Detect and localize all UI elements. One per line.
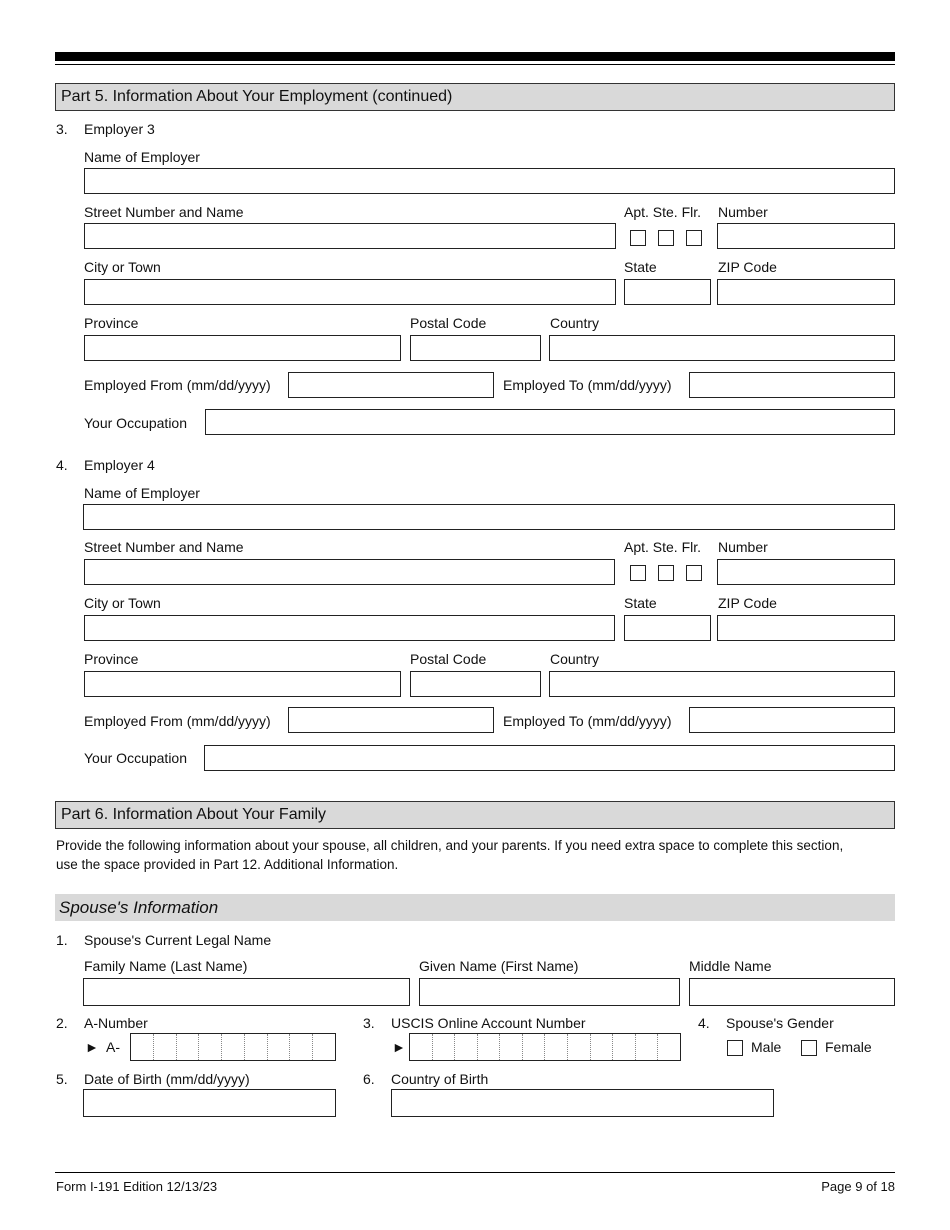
employer4-ste-checkbox[interactable] xyxy=(658,565,674,581)
q1-label: Spouse's Current Legal Name xyxy=(84,932,272,948)
employer3-province-label: Province xyxy=(84,315,139,331)
employer4-from-label: Employed From (mm/dd/yyyy) xyxy=(84,713,271,729)
middle-name-label: Middle Name xyxy=(689,958,772,974)
employer4-postal-label: Postal Code xyxy=(410,651,487,667)
employer4-state-label: State xyxy=(624,595,657,611)
a-number-prefix: A- xyxy=(106,1039,120,1055)
family-name-label: Family Name (Last Name) xyxy=(84,958,248,974)
middle-name-field[interactable] xyxy=(689,978,895,1006)
employer3-apt-label: Apt. Ste. Flr. xyxy=(624,204,702,220)
employer4-zip-label: ZIP Code xyxy=(718,595,777,611)
q2-label: A-Number xyxy=(84,1015,148,1031)
employer3-from-label: Employed From (mm/dd/yyyy) xyxy=(84,377,271,393)
q5-number: 5. xyxy=(56,1071,68,1087)
employer3-country-field[interactable] xyxy=(549,335,895,361)
date-of-birth-field[interactable] xyxy=(83,1089,336,1117)
employer3-name-label: Name of Employer xyxy=(84,149,200,165)
employer4-name-label: Name of Employer xyxy=(84,485,200,501)
part5-header: Part 5. Information About Your Employment (continued) xyxy=(55,83,895,111)
a-number-field[interactable] xyxy=(130,1033,336,1061)
employer4-apt-label: Apt. Ste. Flr. xyxy=(624,539,702,555)
employer4-number-field[interactable] xyxy=(717,559,895,585)
part6-intro-ref: Part 12. Additional Information xyxy=(213,857,395,872)
female-label: Female xyxy=(825,1039,872,1055)
employer3-zip-label: ZIP Code xyxy=(718,259,777,275)
top-thick-rule xyxy=(55,52,895,61)
q5-label: Date of Birth (mm/dd/yyyy) xyxy=(84,1071,250,1087)
footer-form-edition: Form I-191 Edition 12/13/23 xyxy=(56,1179,218,1194)
employer3-number-field[interactable] xyxy=(717,223,895,249)
employer4-flr-checkbox[interactable] xyxy=(686,565,702,581)
employer3-name-field[interactable] xyxy=(84,168,895,194)
q6-number: 6. xyxy=(363,1071,375,1087)
employer3-city-label: City or Town xyxy=(84,259,161,275)
part6-intro-line1: Provide the following information about your spouse, all children, and your parents. If you need extra space to complete this section, xyxy=(56,838,844,853)
employer3-apt-checkbox[interactable] xyxy=(630,230,646,246)
employer3-street-field[interactable] xyxy=(84,223,616,249)
employer3-state-label: State xyxy=(624,259,657,275)
q1-number: 1. xyxy=(56,932,68,948)
employer4-postal-field[interactable] xyxy=(410,671,541,697)
employer4-zip-field[interactable] xyxy=(717,615,895,641)
employer3-street-label: Street Number and Name xyxy=(84,204,244,220)
employer4-street-field[interactable] xyxy=(84,559,615,585)
employer4-province-label: Province xyxy=(84,651,139,667)
footer-rule xyxy=(55,1172,895,1173)
q4-label: Spouse's Gender xyxy=(726,1015,834,1031)
employer3-ste-checkbox[interactable] xyxy=(658,230,674,246)
employer4-occupation-field[interactable] xyxy=(204,745,895,771)
employer4-apt-checkbox[interactable] xyxy=(630,565,646,581)
employer4-city-label: City or Town xyxy=(84,595,161,611)
part6-header: Part 6. Information About Your Family xyxy=(55,801,895,829)
employer4-street-label: Street Number and Name xyxy=(84,539,244,555)
employer3-to-field[interactable] xyxy=(689,372,895,398)
male-label: Male xyxy=(751,1039,782,1055)
employer3-heading: Employer 3 xyxy=(84,121,155,137)
q2-number: 2. xyxy=(56,1015,68,1031)
employer4-country-label: Country xyxy=(550,651,600,667)
top-thin-rule xyxy=(55,64,895,65)
employer3-from-field[interactable] xyxy=(288,372,494,398)
employer3-number: 3. xyxy=(56,121,68,137)
family-name-field[interactable] xyxy=(83,978,410,1006)
employer3-city-field[interactable] xyxy=(84,279,616,305)
employer4-number-label: Number xyxy=(718,539,768,555)
q3-label: USCIS Online Account Number xyxy=(391,1015,586,1031)
part6-intro-prefix: use the space provided in xyxy=(56,857,214,872)
q4-number: 4. xyxy=(698,1015,710,1031)
employer4-city-field[interactable] xyxy=(84,615,615,641)
country-of-birth-field[interactable] xyxy=(391,1089,774,1117)
given-name-field[interactable] xyxy=(419,978,680,1006)
employer4-number: 4. xyxy=(56,457,68,473)
spouse-section-header: Spouse's Information xyxy=(55,894,895,921)
employer4-state-field[interactable] xyxy=(624,615,711,641)
a-number-arrow-icon: ► xyxy=(85,1039,99,1055)
employer4-occupation-label: Your Occupation xyxy=(84,750,187,766)
employer3-occupation-field[interactable] xyxy=(205,409,895,435)
employer4-province-field[interactable] xyxy=(84,671,401,697)
employer3-flr-checkbox[interactable] xyxy=(686,230,702,246)
given-name-label: Given Name (First Name) xyxy=(419,958,579,974)
employer4-from-field[interactable] xyxy=(288,707,494,733)
employer4-name-field[interactable] xyxy=(83,504,895,530)
employer4-heading: Employer 4 xyxy=(84,457,155,473)
part6-intro-line2 xyxy=(56,857,398,873)
female-checkbox[interactable] xyxy=(801,1040,817,1056)
employer3-number-label: Number xyxy=(718,204,768,220)
male-checkbox[interactable] xyxy=(727,1040,743,1056)
employer4-to-label: Employed To (mm/dd/yyyy) xyxy=(503,713,672,729)
employer3-to-label: Employed To (mm/dd/yyyy) xyxy=(503,377,672,393)
employer3-occupation-label: Your Occupation xyxy=(84,415,187,431)
employer3-postal-field[interactable] xyxy=(410,335,541,361)
q3-number: 3. xyxy=(363,1015,375,1031)
employer3-country-label: Country xyxy=(550,315,600,331)
employer3-postal-label: Postal Code xyxy=(410,315,487,331)
employer3-zip-field[interactable] xyxy=(717,279,895,305)
part6-intro-suffix: . xyxy=(394,857,399,872)
footer-page-number: Page 9 of 18 xyxy=(821,1179,895,1194)
employer3-province-field[interactable] xyxy=(84,335,401,361)
employer4-to-field[interactable] xyxy=(689,707,895,733)
employer4-country-field[interactable] xyxy=(549,671,895,697)
q6-label: Country of Birth xyxy=(391,1071,489,1087)
employer3-state-field[interactable] xyxy=(624,279,711,305)
uscis-account-field[interactable] xyxy=(409,1033,681,1061)
uscis-arrow-icon: ► xyxy=(392,1039,406,1055)
